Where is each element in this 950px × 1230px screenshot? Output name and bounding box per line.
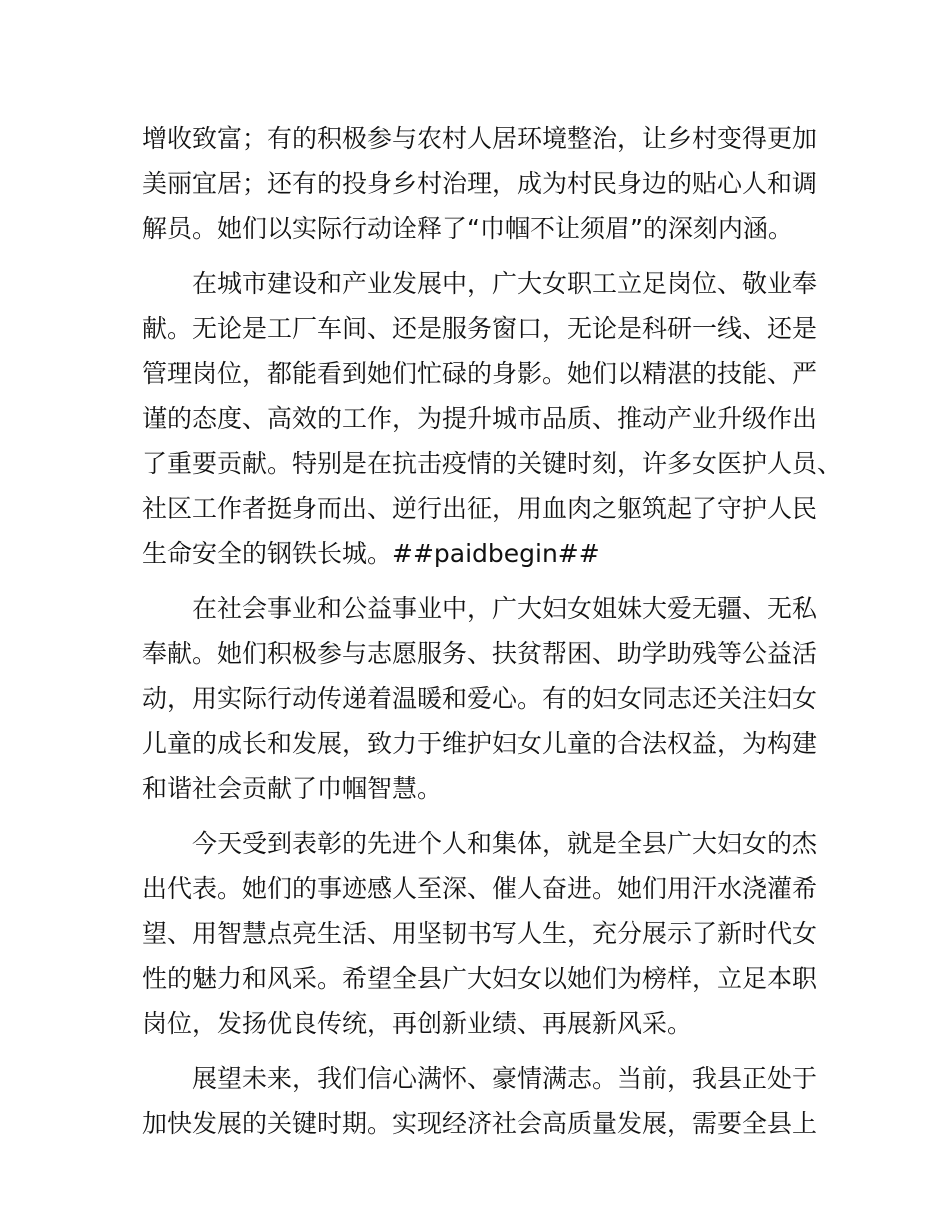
text-line: 在城市建设和产业发展中，广大女职工立足岗位、敬业奉 [192,269,818,298]
document-body [142,116,843,1156]
text-line: 展望未来，我们信心满怀、豪情满志。当前，我县正处于 [192,1064,818,1093]
paragraph-rural-contribution [142,116,826,251]
text-line: 和谐社会贡献了巾帼智慧。 [142,774,443,803]
text-line: 管理岗位，都能看到她们忙碌的身影。她们以精湛的技能、严 [142,359,818,388]
paragraph-awardees [142,821,826,1046]
text-line: 了重要贡献。特别是在抗击疫情的关键时刻，许多女医护人员、 [142,449,843,478]
text-line: 社区工作者挺身而出、逆行出征，用血肉之躯筑起了守护人民 [142,494,818,523]
text-line: 增收致富；有的积极参与农村人居环境整治，让乡村变得更加 [142,124,818,153]
paragraph-urban-industry [142,261,843,576]
text-line: 解员。她们以实际行动诠释了“巾帼不让须眉”的深刻内涵。 [142,214,793,243]
text-line: 在社会事业和公益事业中，广大妇女姐妹大爱无疆、无私 [192,594,818,623]
text-line: 奉献。她们积极参与志愿服务、扶贫帮困、助学助残等公益活 [142,639,818,668]
text-line: 献。无论是工厂车间、还是服务窗口，无论是科研一线、还是 [142,314,818,343]
paragraph-outlook [142,1056,826,1146]
text-line: 性的魅力和风采。希望全县广大妇女以她们为榜样，立足本职 [142,964,818,993]
text-line: 生命安全的钢铁长城。##paidbegin## [142,539,600,568]
text-line: 今天受到表彰的先进个人和集体，就是全县广大妇女的杰 [192,829,818,858]
text-line: 望、用智慧点亮生活、用坚韧书写人生，充分展示了新时代女 [142,919,818,948]
text-line: 儿童的成长和发展，致力于维护妇女儿童的合法权益，为构建 [142,729,818,758]
text-line: 动，用实际行动传递着温暖和爱心。有的妇女同志还关注妇女 [142,684,818,713]
text-line: 谨的态度、高效的工作，为提升城市品质、推动产业升级作出 [142,404,818,433]
text-line: 岗位，发扬优良传统，再创新业绩、再展新风采。 [142,1009,693,1038]
paragraph-public-welfare [142,586,826,811]
text-line: 美丽宜居；还有的投身乡村治理，成为村民身边的贴心人和调 [142,169,818,198]
text-line: 加快发展的关键时期。实现经济社会高质量发展，需要全县上 [142,1109,818,1138]
text-line: 出代表。她们的事迹感人至深、催人奋进。她们用汗水浇灌希 [142,874,818,903]
